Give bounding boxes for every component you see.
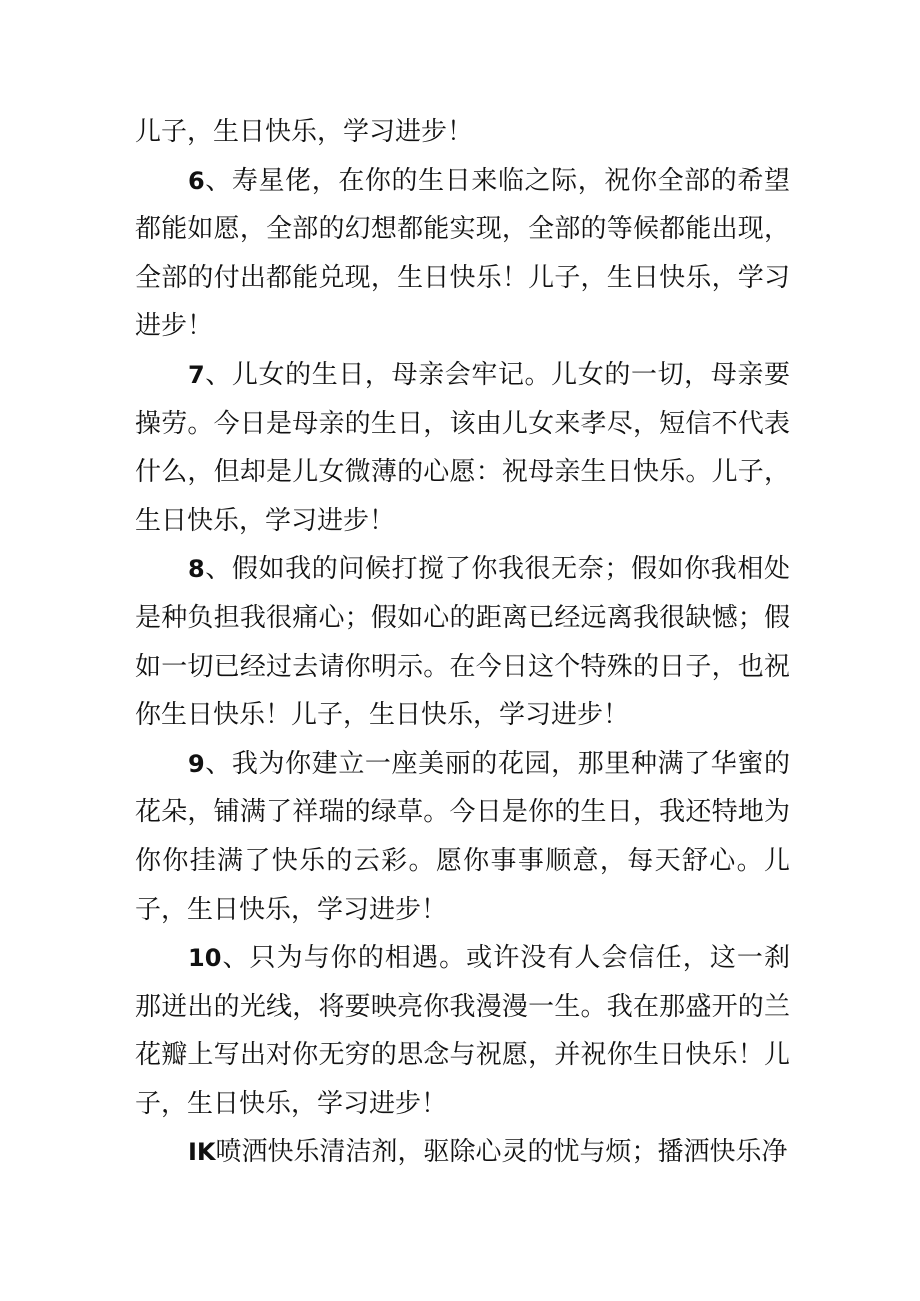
- paragraph-text: 、寿星佬，在你的生日来临之际，祝你全部的希望都能如愿，全部的幻想都能实现，全部的等候都能出现，全部的付出都能兑现，生日快乐！儿子，生日快乐，学习进步！: [135, 165, 790, 342]
- paragraph-text: 、假如我的问候打搅了你我很无奈；假如你我相处是种负担我很痛心；假如心的距离已经远离我很缺憾；假如一切已经过去请你明示。在今日这个特殊的日子，也祝你生日快乐！儿子，生日快乐，学习进步！: [135, 554, 790, 731]
- paragraph-number: IK: [188, 1138, 216, 1167]
- paragraph-continuation: [135, 108, 790, 157]
- paragraph-text: 、我为你建立一座美丽的花园，那里种满了华蜜的花朵，铺满了祥瑞的绿草。今日是你的生日，我还特地为你你挂满了快乐的云彩。愿你事事顺意，每天舒心。儿子，生日快乐，学习进步！: [135, 748, 790, 925]
- paragraph-number: 8: [188, 555, 205, 584]
- paragraph-number: 10: [188, 944, 222, 973]
- paragraph-9: [135, 740, 790, 934]
- paragraph-text: 、只为与你的相遇。或许没有人会信任，这一刹那迸出的光线，将要映亮你我漫漫一生。我在那盛开的兰花瓣上写出对你无穷的思念与祝愿，并祝你生日快乐！儿子，生日快乐，学习进步！: [135, 943, 790, 1119]
- paragraph-text: 喷洒快乐清洁剂，驱除心灵的忧与烦；播洒快乐净: [215, 1137, 788, 1168]
- paragraph-6: [135, 157, 790, 351]
- paragraph-text: 儿子，生日快乐，学习进步！: [135, 117, 474, 147]
- paragraph-8: [135, 545, 790, 739]
- paragraph-10: [135, 934, 790, 1128]
- paragraph-7: [135, 351, 790, 545]
- document-body: [135, 108, 790, 1177]
- paragraph-11: [135, 1128, 790, 1177]
- paragraph-text: 、儿女的生日，母亲会牢记。儿女的一切，母亲要操劳。今日是母亲的生日，该由儿女来孝尽，短信不代表什么，但却是儿女微薄的心愿：祝母亲生日快乐。儿子，生日快乐，学习进步！: [135, 359, 790, 536]
- paragraph-number: 6: [188, 166, 205, 195]
- paragraph-number: 7: [188, 360, 205, 389]
- paragraph-number: 9: [188, 749, 205, 778]
